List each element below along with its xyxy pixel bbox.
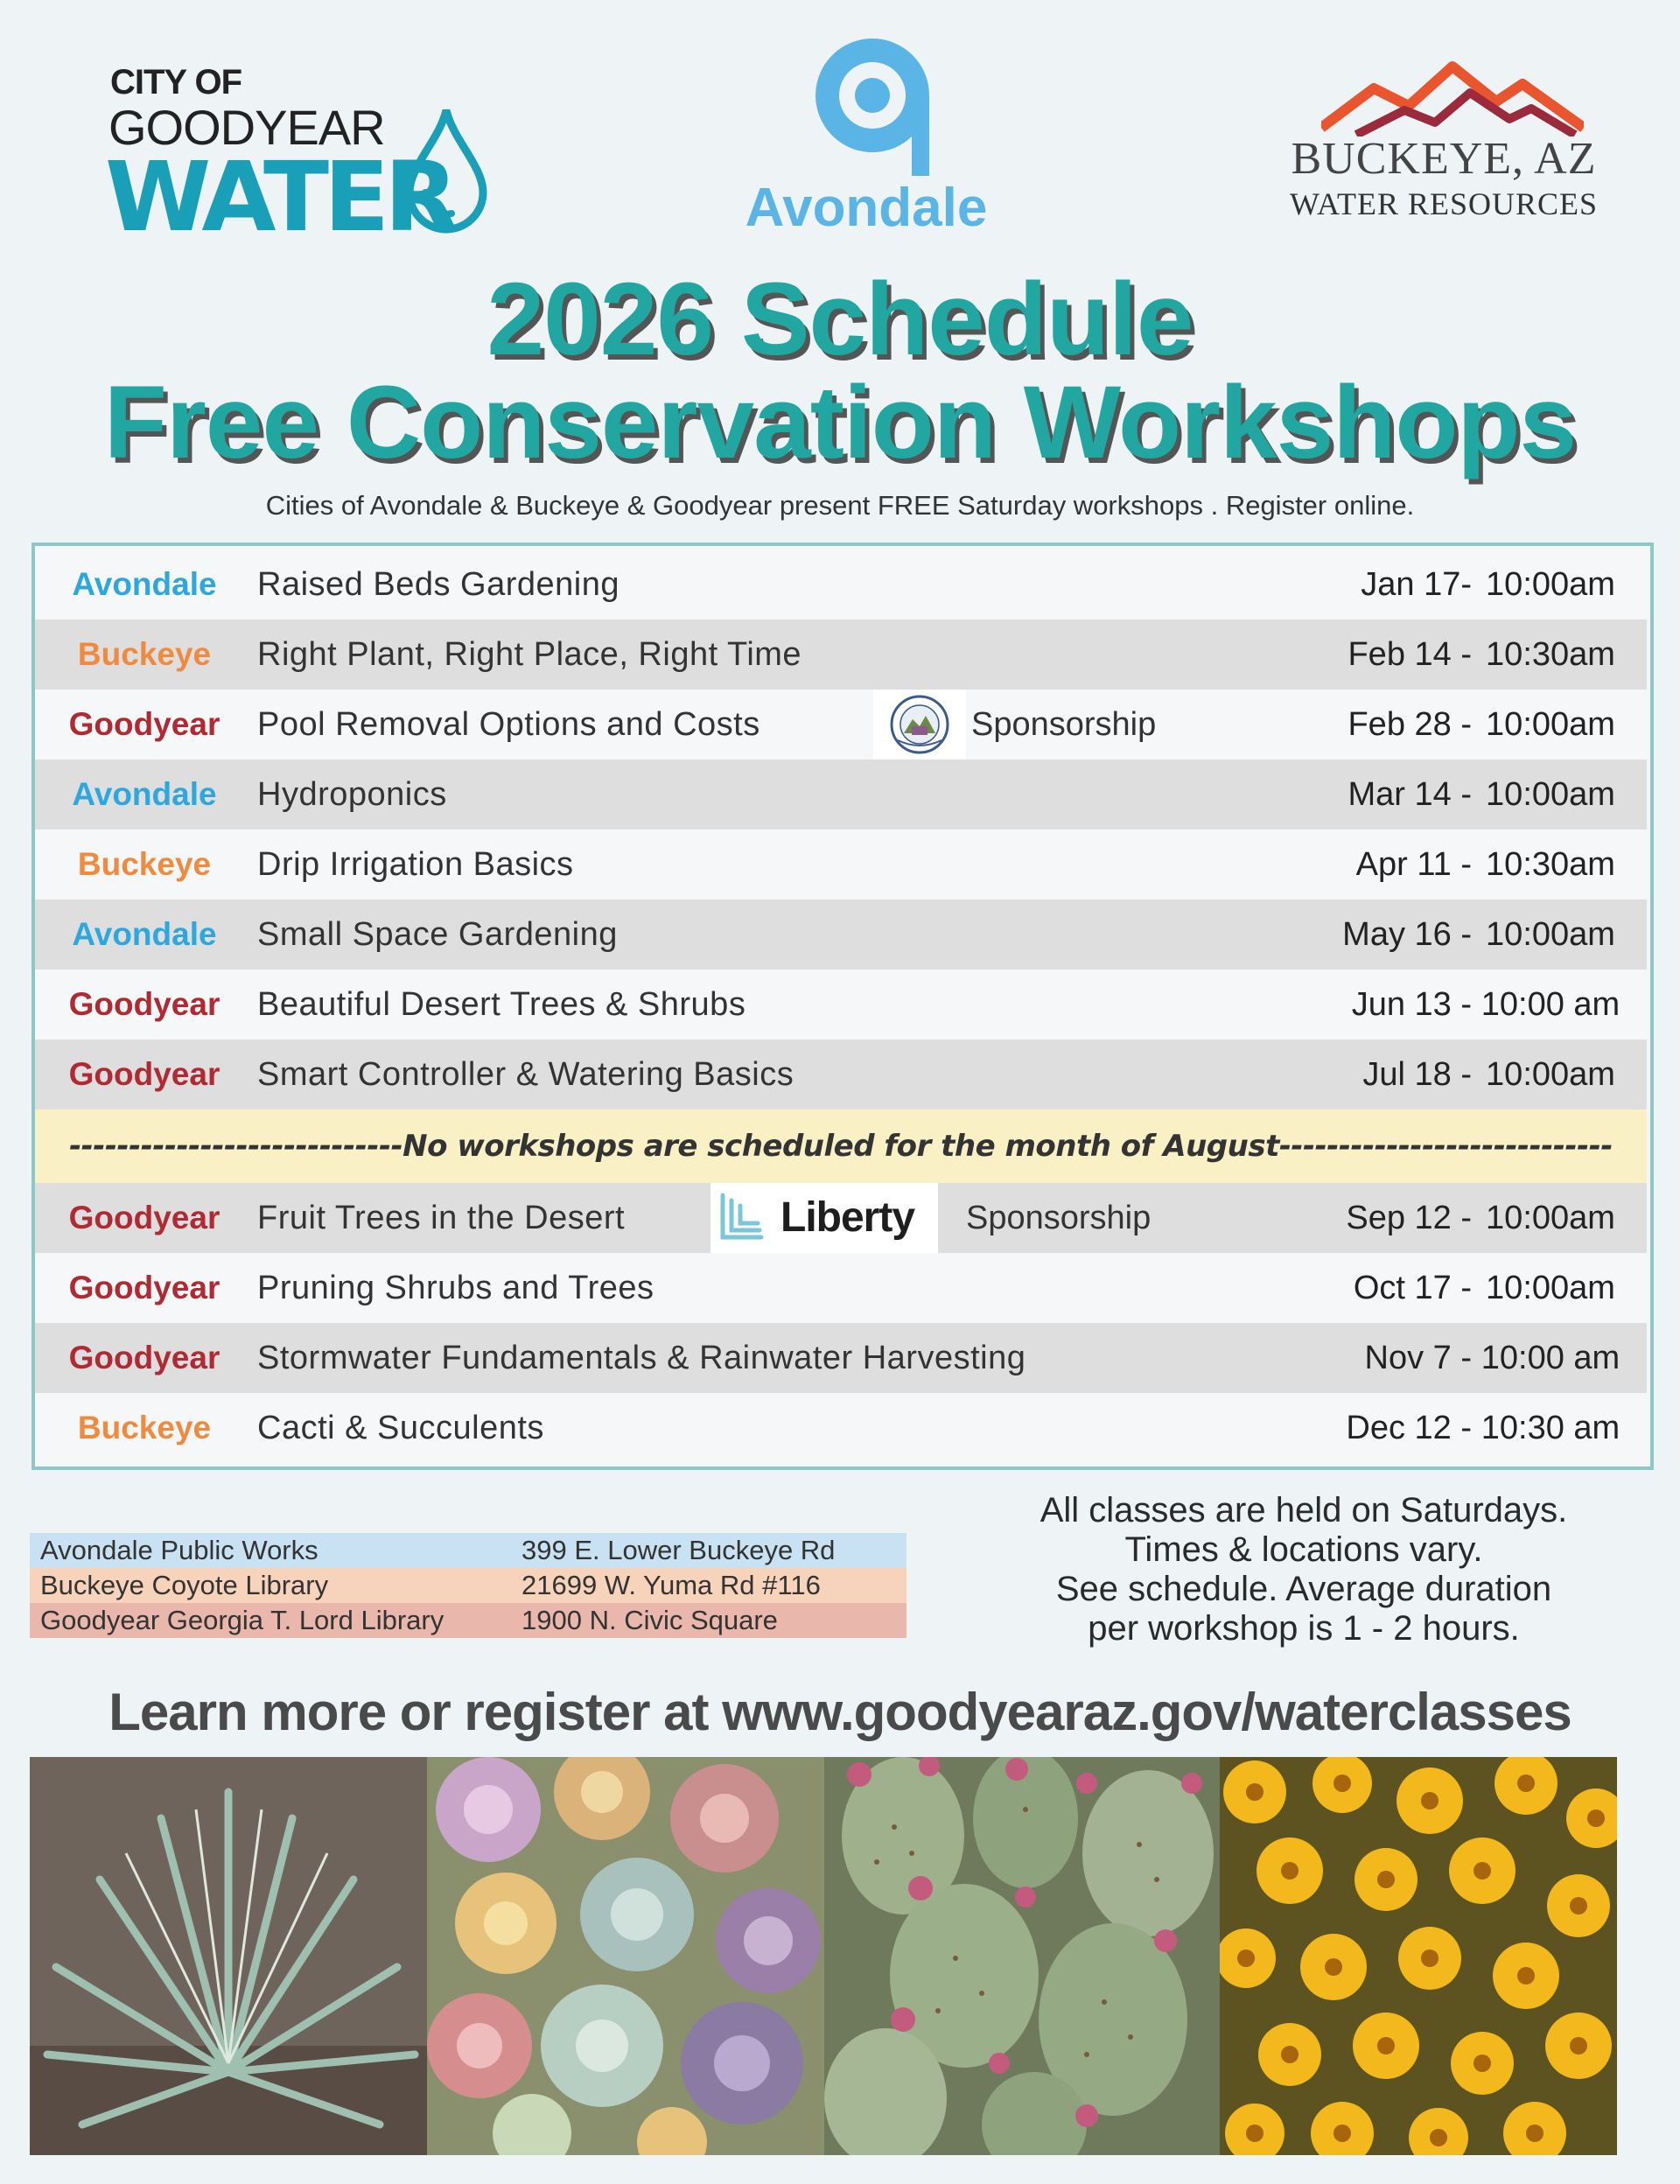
workshop-city: Buckeye bbox=[77, 636, 212, 672]
workshop-time: 10:00 am bbox=[1480, 986, 1620, 1023]
workshop-date: Apr 11 - bbox=[1355, 846, 1472, 883]
workshop-row bbox=[35, 900, 1647, 970]
workshop-time: 10:00am bbox=[1486, 1270, 1615, 1306]
workshop-date: Oct 17 - bbox=[1353, 1270, 1472, 1306]
workshop-date: Jul 18 - bbox=[1362, 1056, 1472, 1093]
location-row bbox=[30, 1603, 906, 1638]
workshop-date: Nov 7 - bbox=[1364, 1340, 1472, 1376]
workshop-city: Goodyear bbox=[68, 1270, 220, 1306]
workshop-date: Dec 12 - bbox=[1346, 1410, 1472, 1446]
workshop-city: Avondale bbox=[72, 566, 217, 602]
yellow-flowers-image bbox=[1220, 1757, 1617, 2155]
succulents-image bbox=[427, 1757, 824, 2155]
location-name: Goodyear Georgia T. Lord Library bbox=[40, 1605, 444, 1635]
workshop-city: Avondale bbox=[72, 916, 217, 952]
workshop-time: 10:00am bbox=[1486, 566, 1615, 603]
workshop-row bbox=[35, 1323, 1647, 1393]
workshop-row bbox=[35, 1040, 1647, 1110]
headline-line2: Free Conservation Workshops bbox=[103, 365, 1577, 480]
mountain-icon bbox=[1321, 58, 1584, 136]
note-line: All classes are held on Saturdays. bbox=[1040, 1491, 1568, 1530]
workshop-city: Goodyear bbox=[68, 1340, 220, 1376]
workshop-city: Goodyear bbox=[68, 1200, 220, 1236]
buckeye-logo bbox=[1286, 52, 1601, 236]
workshop-date: Jan 17- bbox=[1361, 566, 1472, 603]
buckeye-logo-subtitle: WATER RESOURCES bbox=[1289, 186, 1599, 221]
workshop-time: 10:00am bbox=[1486, 706, 1615, 743]
succulents-photo bbox=[427, 1757, 824, 2155]
liberty-logo-text: Liberty bbox=[780, 1194, 915, 1241]
workshop-title: Raised Beds Gardening bbox=[257, 566, 620, 603]
workshop-time: 10:30 am bbox=[1480, 1410, 1620, 1446]
workshop-row bbox=[35, 1393, 1647, 1463]
goodyear-water-logo bbox=[105, 61, 499, 253]
workshop-time: 10:00 am bbox=[1480, 1340, 1620, 1376]
liberty-logo bbox=[710, 1183, 938, 1253]
workshop-city: Buckeye bbox=[77, 1410, 212, 1446]
goodyear-logo-line3: WATER bbox=[105, 141, 453, 253]
intro-text: Cities of Avondale & Buckeye & Goodyear present FREE Saturday workshops . Register online. bbox=[265, 490, 1415, 521]
location-row bbox=[30, 1568, 906, 1603]
location-address: 21699 W. Yuma Rd #116 bbox=[522, 1570, 821, 1600]
workshop-time: 10:30am bbox=[1486, 636, 1615, 673]
avondale-a-icon bbox=[807, 32, 938, 180]
yellow-flowers-photo bbox=[1220, 1757, 1617, 2155]
workshop-date: May 16 - bbox=[1342, 916, 1472, 953]
arizona-water-company-logo bbox=[873, 690, 966, 760]
workshop-title: Pool Removal Options and Costs bbox=[257, 706, 760, 743]
prickly-pear-cactus-photo bbox=[824, 1757, 1220, 2155]
workshop-time: 10:30am bbox=[1486, 846, 1615, 883]
location-row bbox=[30, 1533, 906, 1568]
workshop-title: Right Plant, Right Place, Right Time bbox=[257, 636, 802, 673]
avondale-logo-name: Avondale bbox=[745, 178, 988, 238]
workshop-title: Beautiful Desert Trees & Shrubs bbox=[257, 986, 746, 1023]
workshop-time: 10:00am bbox=[1486, 1200, 1615, 1236]
workshop-city: Buckeye bbox=[77, 846, 212, 882]
workshop-row bbox=[35, 1253, 1647, 1323]
sponsorship-label: Sponsorship bbox=[966, 1200, 1152, 1236]
workshop-title: Pruning Shrubs and Trees bbox=[257, 1270, 654, 1306]
workshop-title: Cacti & Succulents bbox=[257, 1410, 544, 1446]
workshop-date: Feb 14 - bbox=[1348, 636, 1472, 673]
workshop-row bbox=[35, 620, 1647, 690]
note-line: per workshop is 1 - 2 hours. bbox=[1088, 1609, 1520, 1648]
prickly-pear-image bbox=[824, 1757, 1220, 2155]
workshop-title: Hydroponics bbox=[257, 776, 447, 813]
headline-line1: 2026 Schedule bbox=[486, 262, 1194, 377]
register-link-text[interactable]: Learn more or register at www.goodyearaz.gov/waterclasses bbox=[108, 1683, 1572, 1741]
august-notice: ----------------------------No workshops are scheduled for the month of August---------------------------- bbox=[35, 1110, 1647, 1183]
workshop-time: 10:00am bbox=[1486, 776, 1615, 813]
workshop-date: Feb 28 - bbox=[1348, 706, 1472, 743]
workshop-row bbox=[35, 970, 1647, 1040]
agave-photo bbox=[30, 1757, 427, 2155]
location-address: 399 E. Lower Buckeye Rd bbox=[522, 1535, 836, 1565]
workshop-title: Smart Controller & Watering Basics bbox=[257, 1056, 794, 1093]
workshop-date: Jun 13 - bbox=[1351, 986, 1472, 1023]
workshop-time: 10:00am bbox=[1486, 1056, 1615, 1093]
note-line: See schedule. Average duration bbox=[1055, 1570, 1552, 1608]
location-name: Avondale Public Works bbox=[40, 1535, 318, 1565]
workshop-city: Goodyear bbox=[68, 1056, 220, 1092]
agave-image bbox=[30, 1757, 427, 2155]
arizona-water-seal-icon bbox=[873, 690, 966, 760]
workshop-title: Fruit Trees in the Desert bbox=[257, 1200, 626, 1236]
workshop-time: 10:00am bbox=[1486, 916, 1615, 953]
workshop-title: Drip Irrigation Basics bbox=[257, 846, 574, 883]
workshop-row bbox=[35, 830, 1647, 900]
workshop-city: Avondale bbox=[72, 776, 217, 812]
avondale-logo bbox=[726, 26, 1006, 236]
workshop-city: Goodyear bbox=[68, 706, 220, 742]
workshop-row bbox=[35, 1183, 1647, 1253]
workshop-row bbox=[35, 760, 1647, 830]
class-notes bbox=[928, 1491, 1680, 1648]
goodyear-logo-line1: CITY OF bbox=[110, 63, 242, 102]
workshop-row bbox=[35, 690, 1647, 760]
water-drop-icon bbox=[402, 105, 490, 236]
workshop-schedule-table bbox=[32, 542, 1654, 1470]
location-name: Buckeye Coyote Library bbox=[40, 1570, 329, 1600]
workshop-title: Small Space Gardening bbox=[257, 916, 618, 953]
workshop-date: Mar 14 - bbox=[1348, 776, 1472, 813]
workshop-row bbox=[35, 550, 1647, 620]
buckeye-logo-name: BUCKEYE, AZ bbox=[1291, 134, 1597, 184]
workshop-title: Stormwater Fundamentals & Rainwater Harvesting bbox=[257, 1340, 1026, 1376]
goodyear-logo-line2: GOODYEAR bbox=[108, 100, 385, 155]
location-address: 1900 N. Civic Square bbox=[522, 1605, 778, 1635]
workshop-city: Goodyear bbox=[68, 986, 220, 1022]
sponsorship-label: Sponsorship bbox=[971, 706, 1157, 743]
workshop-date: Sep 12 - bbox=[1346, 1200, 1472, 1236]
note-line: Times & locations vary. bbox=[1124, 1530, 1483, 1569]
